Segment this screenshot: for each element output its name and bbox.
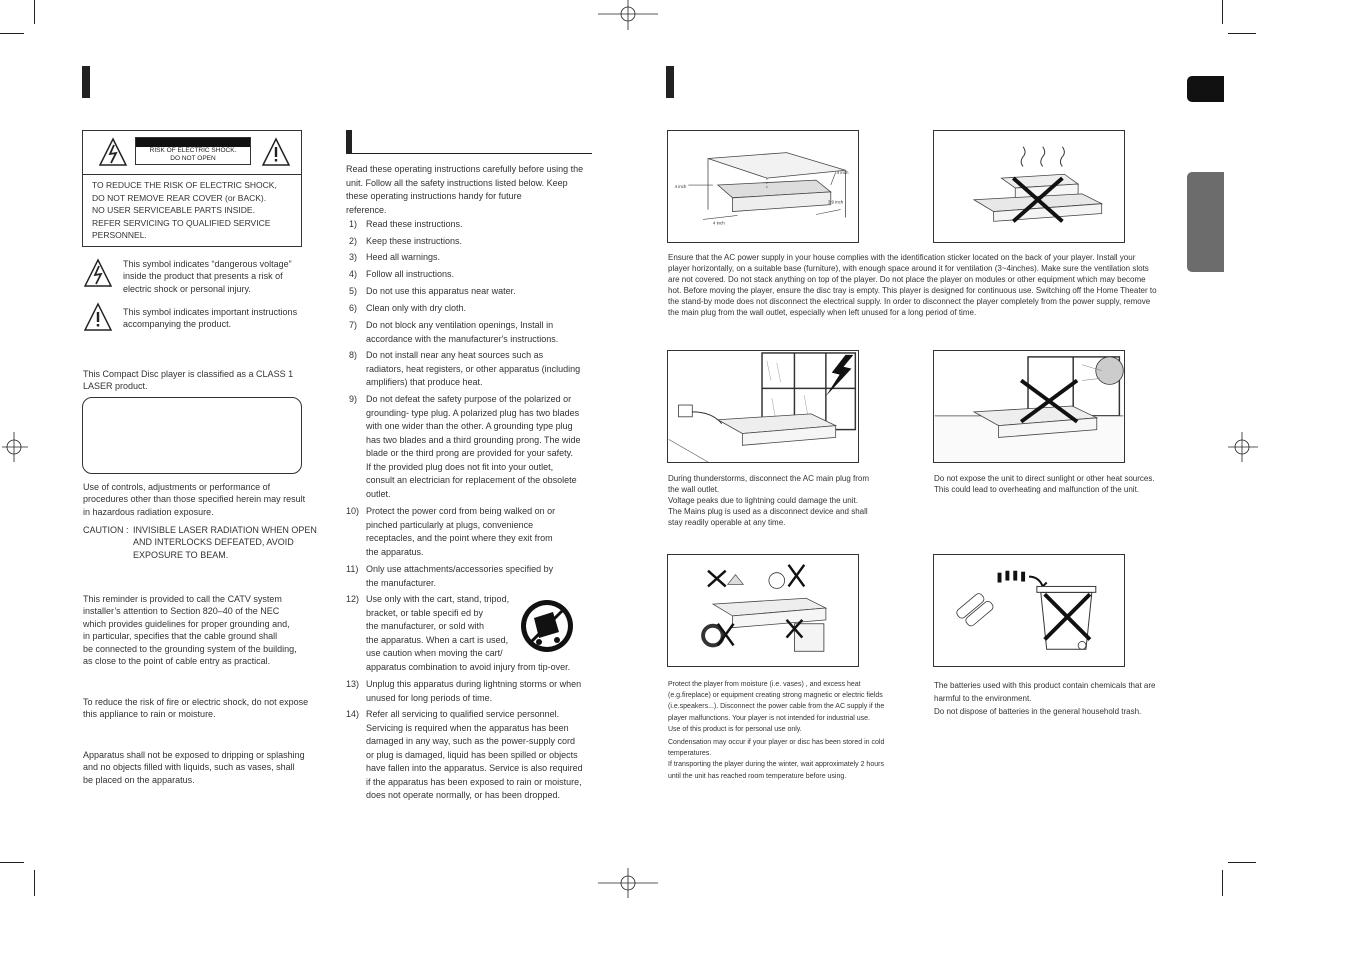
item-number: 7) bbox=[349, 320, 358, 330]
text-line: INVISIBLE LASER RADIATION WHEN OPEN bbox=[133, 525, 317, 535]
item-number: 6) bbox=[349, 303, 358, 313]
crop-mark bbox=[0, 33, 24, 34]
text-line: with one wider than the other. A grounding type plug bbox=[366, 421, 573, 431]
instruction-item bbox=[346, 393, 592, 501]
text-line: if the apparatus has been exposed to rain or moisture, bbox=[366, 776, 582, 787]
text-line: Condensation may occur if your player or disc has been stored in cold bbox=[668, 739, 885, 747]
text-line: This Compact Disc player is classified as a CLASS 1 bbox=[83, 369, 294, 379]
instructions-symbol-text bbox=[123, 306, 333, 331]
laser-caution bbox=[83, 524, 333, 560]
text-line: This symbol indicates “dangerous voltage” bbox=[123, 259, 292, 269]
text-line: Read these operating instructions carefully before using the bbox=[346, 164, 584, 174]
warning-text-line: NO USER SERVICEABLE PARTS INSIDE. bbox=[92, 205, 255, 216]
text-line: Do not dispose of batteries in the general household trash. bbox=[934, 707, 1142, 716]
item-number: 4) bbox=[349, 269, 358, 279]
instruction-item bbox=[346, 218, 592, 232]
text-line: damaged in any way, such as the power-supply cord bbox=[366, 736, 575, 746]
thunderstorm-figure bbox=[667, 350, 859, 463]
text-line: which provides guidelines for proper grounding and, bbox=[83, 618, 290, 629]
power-ventilation-text bbox=[668, 252, 1178, 318]
dimension-label: 4 inch bbox=[674, 183, 687, 189]
text-line: temperatures. bbox=[668, 750, 712, 758]
text-line: are not covered. Do not stack anything on top of the player. Do not place the player on modules or other equipment which may become bbox=[668, 275, 1146, 284]
instruction-item bbox=[346, 302, 592, 316]
item-number: 3) bbox=[349, 252, 358, 262]
text-line: this appliance to rain or moisture. bbox=[83, 709, 216, 720]
page-tab bbox=[1187, 76, 1224, 102]
text-line: Protect the player from moisture (i.e. vases) , and excess heat bbox=[668, 681, 861, 688]
text-line: accordance with the manufacturer's instructions. bbox=[366, 333, 559, 344]
text-line: This could lead to overheating and malfunction of the unit. bbox=[934, 485, 1140, 494]
shock-label-line2: DO NOT OPEN bbox=[170, 155, 216, 162]
text-line: the main plug from the wall outlet, especially when left unused for a long period of time. bbox=[668, 308, 977, 317]
item-number: 5) bbox=[349, 286, 358, 296]
instruction-item bbox=[346, 349, 592, 390]
lightning-warning-icon bbox=[98, 137, 128, 167]
subheader-rule bbox=[346, 153, 592, 154]
text-line: procedures other than those specified herein may result bbox=[83, 494, 306, 505]
text-line: Refer all servicing to qualified service personnel. bbox=[366, 709, 560, 719]
exclamation-warning-icon bbox=[261, 137, 291, 167]
text-line: Keep these instructions. bbox=[366, 236, 463, 246]
warning-text-line: REFER SERVICING TO QUALIFIED SERVICE bbox=[92, 217, 271, 228]
text-line: inside the product that presents a risk of bbox=[123, 271, 283, 282]
text-line: accompanying the product. bbox=[123, 319, 232, 330]
text-line: (i.e.speakers...). Disconnect the power cable from the AC supply if the bbox=[668, 703, 885, 711]
moisture-text bbox=[668, 679, 908, 782]
text-line: grounding- type plug. A polarized plug has two blades bbox=[366, 407, 580, 418]
text-line: Do not use this apparatus near water. bbox=[366, 286, 516, 296]
text-line: Protect the power cord from being walked on or bbox=[366, 506, 556, 516]
text-line: Unplug this apparatus during lightning storms or when bbox=[366, 679, 582, 689]
text-line: radiators, heat registers, or other apparatus (including bbox=[366, 363, 581, 374]
warning-box bbox=[82, 130, 302, 247]
text-line: LASER product. bbox=[83, 381, 148, 392]
item-number: 12) bbox=[346, 594, 360, 604]
text-line: unused for long periods of time. bbox=[366, 692, 493, 703]
thunderstorm-text bbox=[668, 473, 898, 528]
text-line: AND INTERLOCKS DEFEATED, AVOID bbox=[133, 537, 294, 548]
intro-text bbox=[346, 163, 596, 217]
text-line: these operating instructions handy for future bbox=[346, 191, 522, 202]
instruction-item bbox=[346, 319, 592, 346]
crop-mark bbox=[34, 0, 35, 24]
registration-mark-icon bbox=[1228, 432, 1258, 462]
text-line: Only use attachments/accessories specified by bbox=[366, 564, 554, 574]
text-line: The Mains plug is used as a disconnect device and shall bbox=[668, 507, 868, 516]
catv-text bbox=[83, 593, 328, 667]
text-line: This reminder is provided to call the CATV system bbox=[83, 594, 282, 604]
text-line: Use only with the cart, stand, tripod, bbox=[366, 594, 510, 604]
splash-text bbox=[83, 749, 328, 786]
text-line: receptacles, and the point where they exit from bbox=[366, 533, 553, 543]
warning-text-line: PERSONNEL. bbox=[92, 230, 147, 241]
item-number: 8) bbox=[349, 350, 358, 360]
item-number: 10) bbox=[346, 506, 360, 516]
text-line: Clean only with dry cloth. bbox=[366, 303, 467, 313]
text-line: Use of this product is for personal use only. bbox=[668, 725, 802, 733]
warning-text-line: DO NOT REMOVE REAR COVER (or BACK). bbox=[92, 192, 267, 203]
item-number: 9) bbox=[349, 394, 358, 404]
item-number: 13) bbox=[346, 679, 360, 689]
instruction-item bbox=[346, 285, 592, 299]
text-line: Do not defeat the safety purpose of the polarized or bbox=[366, 394, 572, 404]
instruction-item bbox=[346, 678, 592, 705]
text-line: Do not expose the unit to direct sunlight or other heat sources. bbox=[934, 474, 1155, 483]
text-line: the manufacturer. bbox=[366, 577, 437, 588]
text-line: This symbol indicates important instructions bbox=[123, 307, 298, 317]
sunlight-figure bbox=[933, 350, 1125, 463]
text-line: blade or the third prong are provided for your safety. bbox=[366, 448, 573, 458]
text-line: has two blades and a third grounding prong. The wide bbox=[366, 434, 581, 445]
text-line: (e.g.fireplace) or equipment creating strong magnetic or electric fields bbox=[668, 692, 883, 700]
exclamation-warning-icon bbox=[84, 302, 112, 332]
crop-mark bbox=[1222, 0, 1223, 24]
moisture-heat-figure bbox=[667, 554, 859, 667]
crop-mark bbox=[0, 862, 24, 863]
dimension-label: 4 inch bbox=[836, 170, 849, 176]
ventilation-clearance-figure bbox=[667, 130, 859, 243]
laser-class-text bbox=[83, 368, 323, 393]
text-line: installer’s attention to Section 820–40 of the NEC bbox=[83, 606, 280, 617]
text-line: Voltage peaks due to lightning could damage the unit. bbox=[668, 496, 858, 505]
instruction-item bbox=[346, 235, 592, 249]
text-line: as close to the point of cable entry as practical. bbox=[83, 656, 271, 667]
text-line: be placed on the apparatus. bbox=[83, 774, 195, 785]
instruction-item bbox=[346, 505, 592, 559]
text-line: unit. Follow all the safety instructions listed below. Keep bbox=[346, 177, 568, 188]
language-tab bbox=[1187, 172, 1224, 272]
text-line: the manufacturer, or sold with bbox=[366, 621, 485, 631]
warning-text-line: TO REDUCE THE RISK OF ELECTRIC SHOCK, bbox=[92, 180, 277, 190]
text-line: or plug is damaged, liquid has been spilled or objects bbox=[366, 749, 578, 760]
text-line: To reduce the risk of fire or electric shock, do not expose bbox=[83, 697, 309, 707]
shock-label bbox=[135, 137, 251, 165]
section-header-bar bbox=[82, 66, 90, 98]
text-line: apparatus combination to avoid injury from tip-over. bbox=[366, 661, 571, 672]
text-line: in particular, specifies that the cable ground shall bbox=[83, 631, 278, 642]
item-number: 11) bbox=[346, 564, 359, 574]
dimension-label: 3.9 inch bbox=[827, 199, 844, 205]
item-number: 14) bbox=[346, 709, 360, 719]
text-line: amplifiers) that produce heat. bbox=[366, 377, 483, 387]
registration-mark-icon bbox=[2, 432, 28, 462]
registration-mark-icon bbox=[598, 868, 658, 898]
crop-mark bbox=[34, 870, 35, 896]
text-line: until the unit has reached room temperature before using. bbox=[668, 772, 847, 780]
text-line: hot. Before moving the player, ensure the disc tray is empty. This player is designed for continuous use. Switching off the Home Theater to bbox=[668, 286, 1157, 295]
text-line: the stand-by mode does not disconnect the electrical supply. In order to disconnect the player completely from the power supply, remove bbox=[668, 297, 1151, 306]
caution-label: CAUTION : bbox=[83, 525, 129, 535]
section-header-bar bbox=[666, 66, 674, 98]
text-line: If transporting the player during the winter, wait approximately 2 hours bbox=[668, 761, 884, 769]
laser-label-box bbox=[82, 397, 302, 474]
text-line: Heed all warnings. bbox=[366, 252, 441, 262]
crop-mark bbox=[1222, 870, 1223, 896]
text-line: Read these instructions. bbox=[366, 219, 463, 229]
fire-text bbox=[83, 696, 328, 721]
text-line: reference. bbox=[346, 204, 387, 215]
text-line: player horizontally, on a suitable base (furniture), with enough space around it for ventilation (3~4inches). Make sure the ventilation slots bbox=[668, 264, 1149, 273]
text-line: Ensure that the AC power supply in your house complies with the identification sticker located on the back of your player. Install your bbox=[668, 253, 1136, 262]
text-line: be connected to the grounding system of the building, bbox=[83, 643, 297, 654]
text-line: the apparatus. When a cart is used, bbox=[366, 634, 509, 645]
text-line: Apparatus shall not be exposed to dripping or splashing bbox=[83, 750, 305, 760]
text-line: Use of controls, adjustments or performance of bbox=[83, 482, 271, 492]
sunlight-text bbox=[934, 473, 1174, 495]
text-line: and no objects filled with liquids, such as vases, shall bbox=[83, 762, 295, 773]
text-line: consult an electrician for replacement of the obsolete bbox=[366, 475, 577, 485]
text-line: Servicing is required when the apparatus has been bbox=[366, 722, 569, 733]
crop-mark bbox=[1228, 33, 1256, 34]
text-line: outlet. bbox=[366, 488, 391, 499]
instruction-item bbox=[346, 268, 592, 282]
instruction-item bbox=[346, 563, 592, 590]
voltage-symbol-text bbox=[123, 258, 333, 295]
text-line: use caution when moving the cart/ bbox=[366, 648, 503, 658]
text-line: Do not block any ventilation openings, Install in bbox=[366, 320, 554, 330]
laser-use-text bbox=[83, 481, 328, 518]
text-line: During thunderstorms, disconnect the AC main plug from bbox=[668, 474, 869, 483]
text-line: bracket, or table specifi ed by bbox=[366, 607, 484, 618]
crop-mark bbox=[1228, 862, 1256, 863]
text-line: the wall outlet. bbox=[668, 485, 720, 494]
text-line: electric shock or personal injury. bbox=[123, 283, 251, 294]
text-line: in hazardous radiation exposure. bbox=[83, 506, 214, 517]
instruction-item bbox=[346, 251, 592, 265]
text-line: Follow all instructions. bbox=[366, 269, 455, 279]
text-line: stay readily operable at any time. bbox=[668, 518, 786, 527]
text-line: the apparatus. bbox=[366, 546, 424, 557]
text-line: Do not install near any heat sources such as bbox=[366, 350, 544, 360]
text-line: EXPOSURE TO BEAM. bbox=[133, 549, 229, 560]
text-line: have fallen into the apparatus. Service is also required bbox=[366, 763, 583, 773]
shock-label-line1: RISK OF ELECTRIC SHOCK. bbox=[149, 147, 237, 154]
text-line: harmful to the environment. bbox=[934, 694, 1032, 703]
lightning-warning-icon bbox=[84, 258, 112, 288]
dimension-label: 4 inch bbox=[712, 220, 725, 226]
item-number: 2) bbox=[349, 236, 358, 246]
text-line: does not operate normally, or has been dropped. bbox=[366, 790, 560, 800]
text-line: The batteries used with this product contain chemicals that are bbox=[934, 681, 1156, 690]
text-line: player malfunctions. Your player is not intended for industrial use. bbox=[668, 714, 870, 722]
text-line: pinched particularly at plugs, convenience bbox=[366, 519, 534, 530]
battery-text bbox=[934, 679, 1184, 718]
warning-text bbox=[92, 179, 298, 242]
subheader-bar bbox=[346, 130, 352, 154]
item-number: 1) bbox=[349, 219, 358, 229]
no-stacking-figure bbox=[933, 130, 1125, 243]
registration-mark-icon bbox=[598, 0, 658, 30]
text-line: If the provided plug does not fit into your outlet, bbox=[366, 461, 554, 472]
battery-disposal-figure bbox=[933, 554, 1125, 667]
cart-tipover-warning-icon bbox=[519, 598, 575, 654]
instruction-item bbox=[346, 708, 592, 803]
